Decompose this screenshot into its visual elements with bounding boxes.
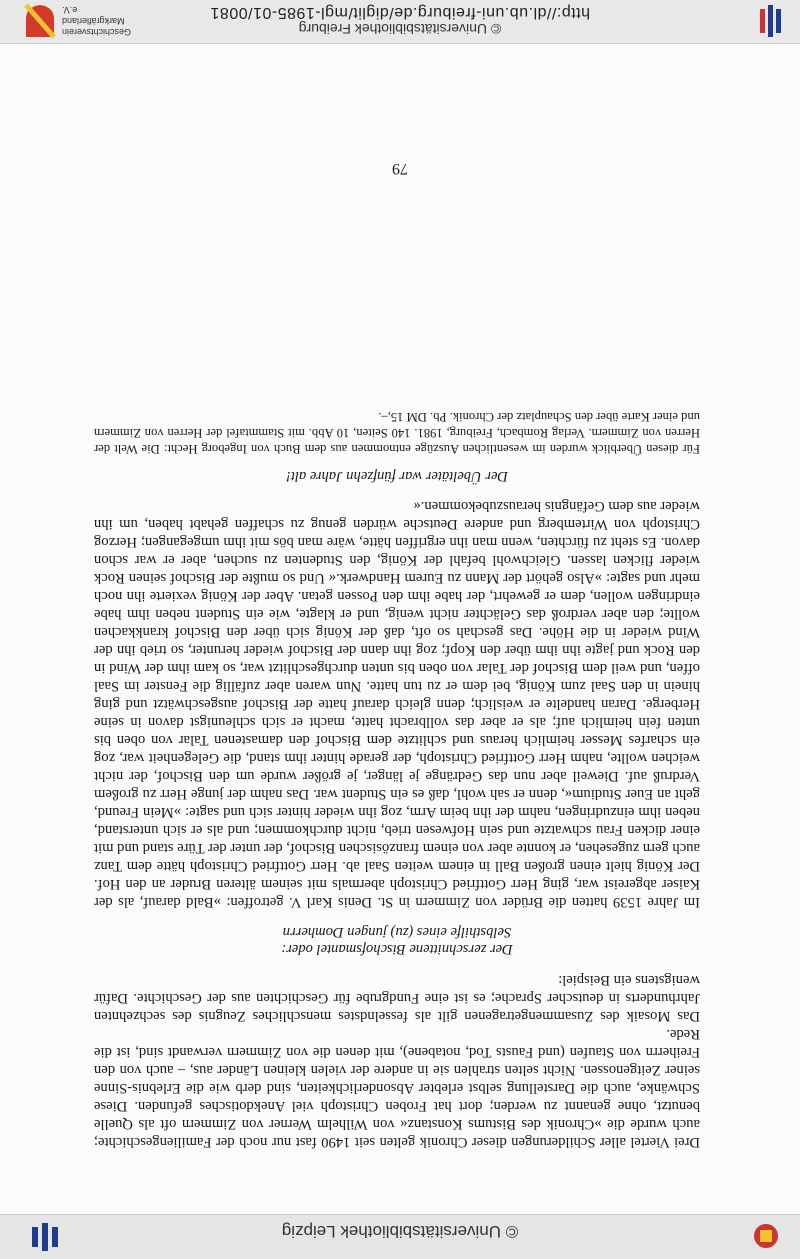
library-logo-icon bbox=[26, 1219, 62, 1255]
page-number: 79 bbox=[392, 160, 408, 177]
viewer-footer-bar bbox=[0, 0, 800, 44]
source-note: Für diesen Überblick wurden im wesentlichen Auszüge entnommen aus dem Buch von Ingeborg Hecht: Die Welt der Herren von Zimmern. Verlag Rombach, Freiburg, 1981. 140 Seiten, 10 Abb. mit Stammtafel der Herren von Zimmern und einer Karte über den Schauplatz der Chronik. Pb. DM 15,–. bbox=[94, 410, 700, 456]
shield-logo-icon bbox=[734, 1221, 780, 1251]
header-title: © Universitätsbibliothek Leipzig bbox=[281, 1222, 519, 1241]
intro-paragraph: Drei Viertel aller Schilderungen dieser Chronik gelten seit 1490 fast nur noch der Familiengeschichte; auch wurde die »Chronik des Bistums Konstanz« von Wilhelm Werner von Zimmern oft als Quelle benutzt, ohne genannt zu werden; dort hat Froben Christoph viel Anekdotisches gefunden. Diese Schwänke, auch die Darstellung selbst erlebter Absonderlichkeiten, sind derb wie die Erlebnis-Sinne seiner Zeitgenossen. Nicht selten strahlen sie in andere der vielen kleinen Länder aus, – auch von den Freiherrn von Staufen (und Fausts Tod, notabene), mit denen die von Zimmern verwandt sind, ist die Rede. bbox=[94, 1026, 700, 1150]
mosaic-paragraph: Das Mosaik des Zusammengetragenen gilt als fesselndstes menschliches Zeugnis des sechzehnten Jahrhunderts in deutscher Sprache; es ist eine Fundgrube für Geschichten aus der Geschichte. Dafür wenigstens ein Beispiel: bbox=[94, 972, 700, 1024]
closing-line: Der Übeltäter war fünfzehn Jahre alt! bbox=[286, 468, 508, 484]
library-logo-icon bbox=[756, 3, 784, 39]
section-heading: Der zerschnittene Bischofsmantel oder: Selbsthilfe eines (zu) jungen Domherrn bbox=[281, 924, 513, 957]
article-body bbox=[94, 409, 700, 1151]
society-crest-icon bbox=[20, 3, 60, 39]
footer-organisation: Geschichtsverein Markgräflerland e.V. bbox=[62, 5, 132, 37]
story-paragraph: Im Jahre 1539 hatten die Brüder von Zimmern in St. Denis Karl V. getroffen: »Bald darauf, als der Kaiser abgereist war, ging Herr Gottfried Christoph abermals mit seinem älteren Bruder an den Hof. Der König hielt einen großen Ball in einem weiten Saal ab. Herr Gottfried Christoph hätte dem Tanz auch gern zugesehen, er konnte aber von einem französischen Bischof, der unter der Türe stand und mit einer dicken Frau schwatzte und sein Hofwesen trieb, nicht durchkommen; und als er sich unterstand, neben ihm einzudringen, nahm der ihn beim Arm, zog ihn wieder hinter sich und sagte: »Mein Freund, geht an Euer Studium«, denn er sah wohl, daß es ein Student war. Das nahm der junge Herr zu großem Verdruß auf. Dieweil aber nun das Gedränge je länger, je größer wurde um den Bischof, der nicht weichen wollte, nahm Herr Gottfried Christoph, der gerade hinter ihm stand, die Gelegenheit war, zog ein scharfes Messer heimlich heraus und schlitzte dem Bischof den damastenen Talar von oben bis unten fein heimlich auf; als er aber das vollbracht hatte, macht er sich schleunigst davon in seine Herberge. Daran handelte er weislich; denn gleich darauf hatte der Bischof ausgeschwätzt und ging hinein in den Saal zum König, bei dem er zu tun hatte. Nun waren aber zufällig die Fenster im Saal offen, und weil dem Bischof der Talar von oben bis unten durchgeschlitzt war, so kam ihm der Wind in den Rock und jagte ihn ihm über den Kopf; zog ihn dann der Bischof wieder herunter, so trieb ihn der Wind wieder in die Höhe. Das geschah so oft, daß der König sich über den Bischof krankkachen wollte; den aber verdroß das Gelächter nicht wenig, und er klagte, wie ein Student neben ihm habe eindringen wollen, dem er gewehrt, der habe ihm den Possen getan. Aber der König vexierte ihn noch mehr und sagte: »Also gehört der Mann zu Eurem Handwerk.« Und so mußte der Bischof seinen Rock wieder flicken lassen. Gleichwohl befahl der König, den Studenten zu suchen, aber er war schon davon. Es steht zu fürchten, wenn man ihn ergriffen hätte, wäre man bös mit ihm umgegangen; Herzog Christoph von Wirtemberg und andere Deutsche würden genug zu schaffen gehabt haben, um ihn wieder aus dem Gefängnis herauszubekommen.« bbox=[94, 498, 700, 910]
viewer-header-bar bbox=[0, 1214, 800, 1259]
footer-url[interactable]: http://dl.ub.uni-freiburg.de/diglit/mgl-1985-01/0081 bbox=[210, 4, 590, 21]
footer-copyright: © Universitätsbibliothek Freiburg bbox=[298, 21, 502, 37]
